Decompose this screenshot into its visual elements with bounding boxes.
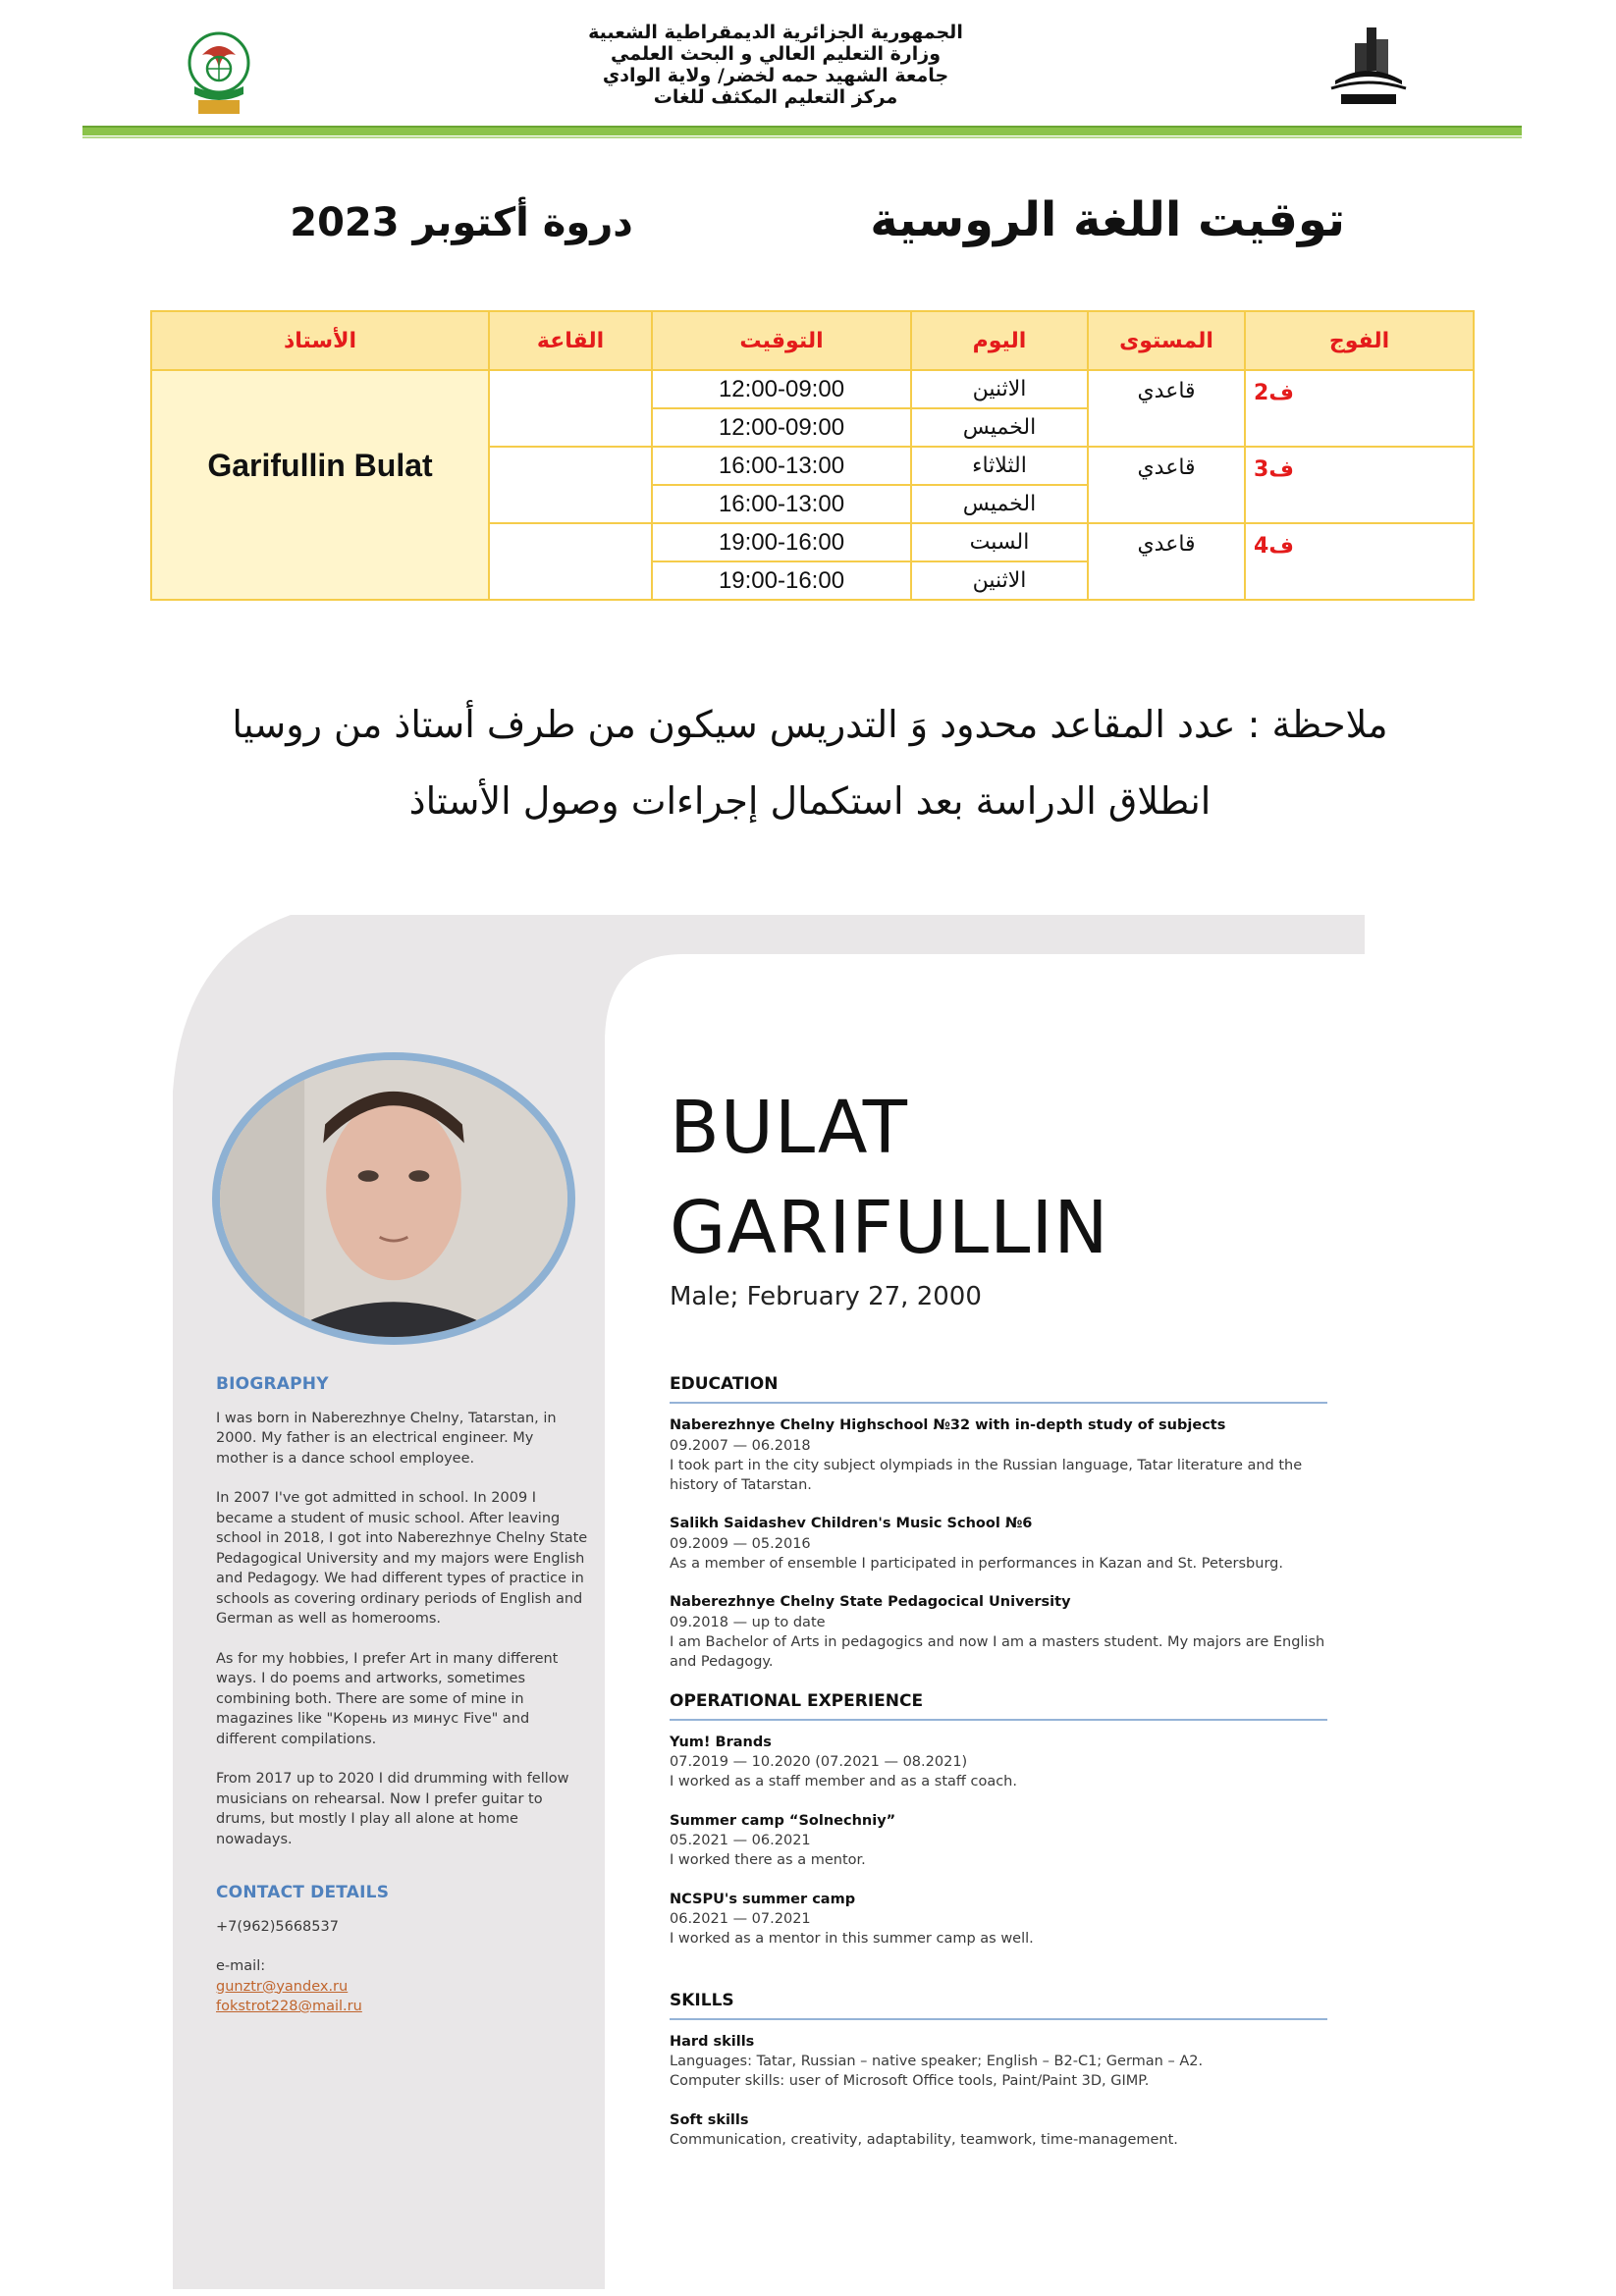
day-cell: الخميس — [911, 408, 1088, 447]
institution-header — [530, 22, 1021, 108]
room-cell — [489, 370, 652, 447]
contact-heading: CONTACT DETAILS — [216, 1883, 390, 1902]
experience-entry — [670, 1733, 1327, 1792]
note-line-1: ملاحظة : عدد المقاعد محدود وَ التدريس سيكون من طرف أستاذ من روسيا — [232, 703, 1388, 746]
header-teacher: الأستاذ — [151, 311, 489, 370]
header-line: وزارة التعليم العالي و البحث العلمي — [611, 43, 941, 65]
level-cell: قاعدي — [1088, 370, 1245, 447]
entry-title: Naberezhnye Chelny State Pedagocical University — [670, 1594, 1071, 1611]
level-cell: قاعدي — [1088, 447, 1245, 523]
level-cell: قاعدي — [1088, 523, 1245, 600]
experience-section — [670, 1691, 1327, 1949]
hard-skills-line: Languages: Tatar, Russian – native speaker; English – B2-C1; German – A2. — [670, 2054, 1204, 2070]
entry-desc: I worked as a staff member and as a staff coach. — [670, 1774, 1017, 1790]
header-line: الجمهورية الجزائرية الديمقراطية الشعبية — [588, 22, 963, 43]
entry-dates: 07.2019 — 10.2020 (07.2021 — 08.2021) — [670, 1754, 968, 1771]
day-cell: الخميس — [911, 485, 1088, 523]
entry-dates: 09.2007 — 06.2018 — [670, 1437, 811, 1454]
header-divider-thin — [82, 136, 1522, 138]
header-line: جامعة الشهيد حمه لخضر/ ولاية الوادي — [602, 65, 949, 86]
resume-main — [670, 1374, 1327, 2168]
experience-entry — [670, 1890, 1327, 1949]
skills-section — [670, 1991, 1327, 2151]
education-section — [670, 1374, 1327, 1673]
header-line: مركز التعليم المكثف للغات — [653, 86, 898, 108]
education-entry — [670, 1415, 1327, 1495]
profile-photo — [212, 1052, 575, 1345]
room-cell — [489, 523, 652, 600]
note-line-2: انطلاق الدراسة بعد استكمال إجراءات وصول الأستاذ — [408, 779, 1212, 823]
ceil-logo — [173, 26, 265, 116]
header-divider — [82, 126, 1522, 135]
hard-skills-title: Hard skills — [670, 2033, 755, 2050]
biography-paragraph: From 2017 up to 2020 I did drumming with fellow musicians on rehearsal. Now I prefer guitar to drums, but mostly I play all alone at home nowadays. — [216, 1771, 569, 1847]
table-row — [151, 370, 1474, 408]
biography-heading: BIOGRAPHY — [216, 1374, 329, 1394]
entry-desc: I worked as a mentor in this summer camp as well. — [670, 1931, 1034, 1948]
biography-paragraph: As for my hobbies, I prefer Art in many different ways. I do poems and artworks, sometimes combining both. There are some of mine in magazines like "Корень из минус Five" and different compilations. — [216, 1650, 559, 1747]
education-entry — [670, 1514, 1327, 1574]
schedule-title: توقيت اللغة الروسية — [870, 192, 1345, 247]
entry-desc: As a member of ensemble I participated in performances in Kazan and St. Petersburg. — [670, 1556, 1283, 1573]
header-group: الفوج — [1245, 311, 1474, 370]
education-heading: EDUCATION — [670, 1374, 1327, 1404]
soft-skills-title: Soft skills — [670, 2111, 749, 2128]
first-name: BULAT — [670, 1086, 908, 1170]
group-cell: ف2 — [1245, 370, 1474, 447]
biography-paragraph: I was born in Naberezhnye Chelny, Tatarstan, in 2000. My father is an electrical engineer. My mother is a dance school employee. — [216, 1410, 557, 1467]
email-link[interactable]: gunztr@yandex.ru — [216, 1978, 349, 1995]
teacher-cell: Garifullin Bulat — [151, 370, 489, 600]
entry-dates: 06.2021 — 07.2021 — [670, 1910, 811, 1927]
entry-title: Salikh Saidashev Children's Music School №6 — [670, 1516, 1033, 1532]
header-day: اليوم — [911, 311, 1088, 370]
biography-paragraph: In 2007 I've got admitted in school. In 2009 I became a student of music school. After leaving school in 2018, I got into Naberezhnye Chelny State Pedagogical University and my majors were English and Pedagogy. We had different types of practice in schools as covering ordinary periods of English and German as well as homerooms. — [216, 1490, 588, 1627]
skills-heading: SKILLS — [670, 1991, 1327, 2020]
group-cell: ف4 — [1245, 523, 1474, 600]
entry-title: NCSPU's summer camp — [670, 1891, 856, 1907]
contact-phone: +7(962)5668537 — [216, 1918, 339, 1935]
last-name: GARIFULLIN — [670, 1186, 1109, 1270]
time-cell: 19:00-16:00 — [652, 561, 911, 600]
entry-dates: 09.2018 — up to date — [670, 1614, 826, 1630]
contact-email-label: e-mail: — [216, 1958, 266, 1974]
resume-sidebar — [216, 1374, 589, 2017]
schedule-table — [150, 310, 1475, 601]
university-logo — [1327, 22, 1410, 116]
day-cell: السبت — [911, 523, 1088, 561]
time-cell: 16:00-13:00 — [652, 447, 911, 485]
soft-skills — [670, 2110, 1327, 2151]
entry-title: Yum! Brands — [670, 1734, 772, 1750]
day-cell: الثلاثاء — [911, 447, 1088, 485]
table-header-row — [151, 311, 1474, 370]
entry-dates: 09.2009 — 05.2016 — [670, 1535, 811, 1552]
soft-skills-line: Communication, creativity, adaptability, teamwork, time-management. — [670, 2132, 1178, 2149]
session-title: دروة أكتوبر 2023 — [290, 200, 633, 245]
hard-skills-line: Computer skills: user of Microsoft Office tools, Paint/Paint 3D, GIMP. — [670, 2073, 1150, 2090]
day-cell: الاثنين — [911, 370, 1088, 408]
header-room: القاعة — [489, 311, 652, 370]
header-time: التوقيت — [652, 311, 911, 370]
resume-subtitle: Male; February 27, 2000 — [670, 1282, 982, 1311]
entry-title: Naberezhnye Chelny Highschool №32 with in-depth study of subjects — [670, 1417, 1226, 1434]
resume-name — [670, 1078, 1109, 1278]
experience-entry — [670, 1811, 1327, 1871]
entry-title: Summer camp “Solnechniy” — [670, 1812, 896, 1829]
header-level: المستوى — [1088, 311, 1245, 370]
email-link[interactable]: fokstrot228@mail.ru — [216, 1999, 362, 2014]
day-cell: الاثنين — [911, 561, 1088, 600]
time-cell: 12:00-09:00 — [652, 408, 911, 447]
time-cell: 12:00-09:00 — [652, 370, 911, 408]
entry-desc: I am Bachelor of Arts in pedagogics and now I am a masters student. My majors are English and Pedagogy. — [670, 1633, 1325, 1671]
experience-heading: OPERATIONAL EXPERIENCE — [670, 1691, 1327, 1721]
time-cell: 19:00-16:00 — [652, 523, 911, 561]
entry-desc: I worked there as a mentor. — [670, 1852, 866, 1869]
education-entry — [670, 1592, 1327, 1672]
room-cell — [489, 447, 652, 523]
entry-desc: I took part in the city subject olympiads in the Russian language, Tatar literature and the history of Tatarstan. — [670, 1457, 1303, 1494]
entry-dates: 05.2021 — 06.2021 — [670, 1833, 811, 1849]
time-cell: 16:00-13:00 — [652, 485, 911, 523]
hard-skills — [670, 2032, 1327, 2092]
group-cell: ف3 — [1245, 447, 1474, 523]
